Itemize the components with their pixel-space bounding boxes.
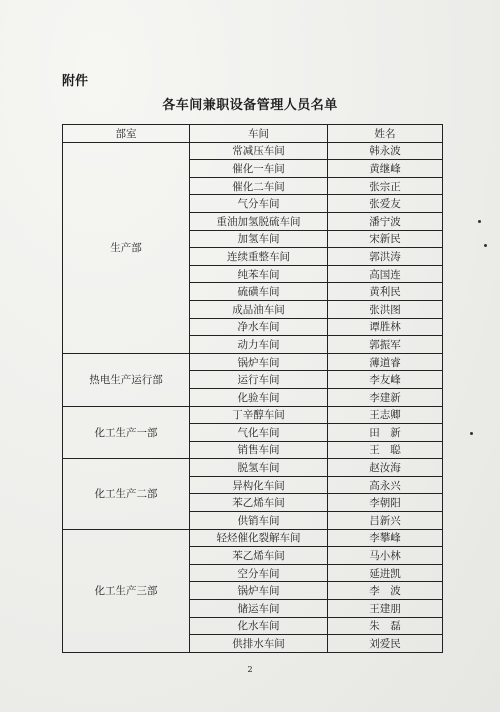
workshop-cell: 成品油车间 [190, 300, 328, 318]
table-row [63, 529, 443, 547]
workshop-cell: 运行车间 [190, 371, 328, 389]
person-name-cell: 李攀峰 [328, 529, 443, 547]
header-department: 部室 [63, 125, 190, 143]
person-name-cell: 张宗正 [328, 177, 443, 195]
scan-speck [484, 244, 487, 247]
scan-speck [478, 220, 481, 223]
person-name-cell: 王志卿 [328, 406, 443, 424]
workshop-cell: 空分车间 [190, 564, 328, 582]
header-workshop: 车间 [190, 125, 328, 143]
department-cell: 化工生产一部 [63, 406, 190, 459]
person-name-cell: 郭洪涛 [328, 248, 443, 266]
person-name-cell: 李朝阳 [328, 494, 443, 512]
person-name-cell: 高国连 [328, 265, 443, 283]
workshop-cell: 气化车间 [190, 424, 328, 442]
header-name: 姓名 [328, 125, 443, 143]
workshop-cell: 气分车间 [190, 195, 328, 213]
workshop-cell: 脱氢车间 [190, 459, 328, 477]
person-name-cell: 李 波 [328, 582, 443, 600]
person-name-cell: 黄继峰 [328, 160, 443, 178]
table-header-row [63, 125, 443, 143]
workshop-cell: 常减压车间 [190, 142, 328, 160]
workshop-cell: 供销车间 [190, 512, 328, 530]
person-name-cell: 延进凯 [328, 564, 443, 582]
workshop-cell: 苯乙烯车间 [190, 494, 328, 512]
workshop-cell: 重油加氢脱硫车间 [190, 212, 328, 230]
workshop-cell: 供排水车间 [190, 635, 328, 653]
scan-speck [470, 432, 473, 435]
department-cell: 生产部 [63, 142, 190, 353]
workshop-cell: 销售车间 [190, 441, 328, 459]
table-row [63, 353, 443, 371]
page-number: 2 [247, 665, 253, 674]
department-cell: 化工生产三部 [63, 529, 190, 652]
person-name-cell: 赵汝海 [328, 459, 443, 477]
person-name-cell: 吕新兴 [328, 512, 443, 530]
workshop-cell: 丁辛醇车间 [190, 406, 328, 424]
person-name-cell: 王建朋 [328, 600, 443, 618]
person-name-cell: 宋新民 [328, 230, 443, 248]
person-name-cell: 李建新 [328, 388, 443, 406]
workshop-cell: 轻烃催化裂解车间 [190, 529, 328, 547]
page-title: 各车间兼职设备管理人员名单 [162, 98, 338, 113]
workshop-cell: 锅炉车间 [190, 353, 328, 371]
person-name-cell: 潘宁波 [328, 212, 443, 230]
person-name-cell: 李友峰 [328, 371, 443, 389]
workshop-cell: 化水车间 [190, 617, 328, 635]
person-name-cell: 高永兴 [328, 476, 443, 494]
person-name-cell: 朱 磊 [328, 617, 443, 635]
department-cell: 热电生产运行部 [63, 353, 190, 406]
attachment-label: 附件 [62, 74, 89, 89]
workshop-cell: 催化二车间 [190, 177, 328, 195]
workshop-cell: 硫磺车间 [190, 283, 328, 301]
workshop-cell: 催化一车间 [190, 160, 328, 178]
department-cell: 化工生产二部 [63, 459, 190, 529]
workshop-cell: 锅炉车间 [190, 582, 328, 600]
person-name-cell: 马小林 [328, 547, 443, 565]
person-name-cell: 韩永波 [328, 142, 443, 160]
workshop-cell: 化验车间 [190, 388, 328, 406]
table-body [63, 142, 443, 652]
workshop-cell: 纯苯车间 [190, 265, 328, 283]
person-name-cell: 王 聪 [328, 441, 443, 459]
person-name-cell: 黄利民 [328, 283, 443, 301]
workshop-cell: 苯乙烯车间 [190, 547, 328, 565]
workshop-cell: 加氢车间 [190, 230, 328, 248]
table-row [63, 406, 443, 424]
workshop-cell: 储运车间 [190, 600, 328, 618]
person-name-cell: 张洪图 [328, 300, 443, 318]
table-row [63, 142, 443, 160]
table-row [63, 459, 443, 477]
workshop-cell: 动力车间 [190, 336, 328, 354]
person-name-cell: 刘爱民 [328, 635, 443, 653]
person-name-cell: 谭胜林 [328, 318, 443, 336]
person-name-cell: 郭振军 [328, 336, 443, 354]
person-name-cell: 田 新 [328, 424, 443, 442]
person-name-cell: 薄道睿 [328, 353, 443, 371]
person-name-cell: 张爱友 [328, 195, 443, 213]
workshop-cell: 连续重整车间 [190, 248, 328, 266]
workshop-cell: 净水车间 [190, 318, 328, 336]
personnel-table [62, 124, 443, 653]
workshop-cell: 异构化车间 [190, 476, 328, 494]
